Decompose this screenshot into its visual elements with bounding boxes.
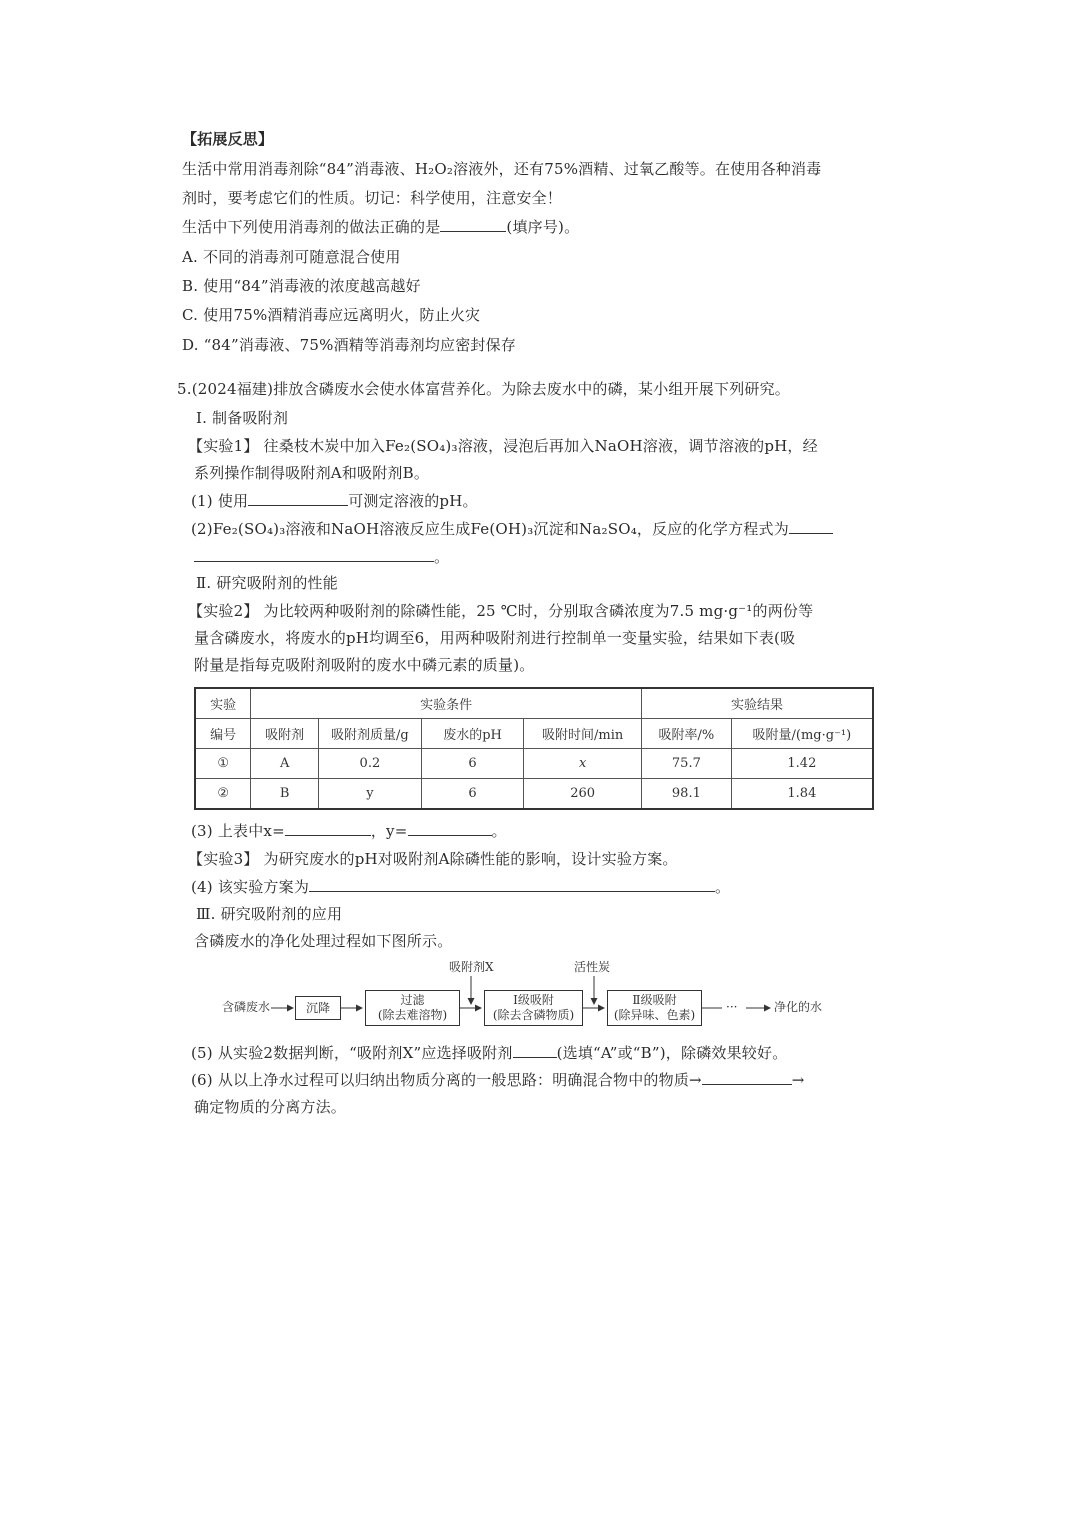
cell-id: ① [195, 749, 251, 779]
flow-step-filtration-label: 过滤 [400, 993, 425, 1007]
flow-ellipsis: ··· [726, 1000, 738, 1014]
experiment-2-line3: 附量是指每克吸附剂吸附的废水中磷元素的质量)。 [194, 656, 535, 674]
cell-ph: 6 [421, 749, 524, 779]
question-4-blank[interactable] [309, 877, 715, 892]
section-1-title: Ⅰ. 制备吸附剂 [196, 409, 289, 427]
header-adsorbent: 吸附剂 [251, 719, 319, 749]
question-3-text: (3) 上表中x= [191, 822, 285, 840]
reflection-paragraph-line1: 生活中常用消毒剂除“84”消毒液、H₂O₂溶液外，还有75%酒精、过氧乙酸等。在使用各种消毒 [182, 160, 822, 178]
flow-step-filtration [365, 990, 460, 1026]
question-6-blank[interactable] [702, 1070, 792, 1085]
flow-step-second-adsorption-label: Ⅱ级吸附 [632, 993, 677, 1007]
cell-mass: 0.2 [319, 749, 422, 779]
question-2-end: 。 [434, 548, 450, 566]
experiment-2-line2: 量含磷废水，将废水的pH均调至6，用两种吸附剂进行控制单一变量实验，结果如下表(吸 [194, 629, 796, 647]
reflection-question-suffix: (填序号)。 [506, 218, 580, 236]
question-1-blank[interactable] [248, 491, 348, 506]
question-3 [191, 820, 507, 842]
flow-additive-activated-carbon: 活性炭 [574, 960, 611, 974]
header-time: 吸附时间/min [524, 719, 642, 749]
question-3-blank-x[interactable] [285, 821, 371, 836]
flow-step-first-adsorption-label: Ⅰ级吸附 [513, 993, 554, 1007]
question-1-suffix: 可测定溶液的pH。 [348, 492, 478, 510]
question-2-blank-a[interactable] [789, 519, 833, 534]
option-c: C. 使用75%酒精消毒应远离明火，防止火灾 [182, 306, 481, 324]
option-d: D. “84”消毒液、75%酒精等消毒剂均应密封保存 [182, 336, 516, 354]
question-4 [191, 876, 730, 898]
cell-time: 260 [524, 779, 642, 810]
flow-intro: 含磷废水的净化处理过程如下图所示。 [194, 932, 453, 950]
table-row [195, 779, 873, 810]
question-2-continuation [194, 546, 449, 568]
experiment-1-line2: 系列操作制得吸附剂A和吸附剂B。 [194, 464, 430, 482]
flow-step-second-adsorption [607, 990, 702, 1026]
flow-input-label: 含磷废水 [222, 1000, 271, 1014]
flow-step-filtration-note: (除去难溶物) [377, 1008, 448, 1022]
section-3-title: Ⅲ. 研究吸附剂的应用 [196, 905, 343, 923]
header-experiment-id-1: 实验 [195, 688, 251, 719]
question-2-text: (2)Fe₂(SO₄)₃溶液和NaOH溶液反应生成Fe(OH)₃沉淀和Na₂SO₄，反应的化学方程式为 [191, 520, 789, 538]
experiment-3: 【实验3】 为研究废水的pH对吸附剂A除磷性能的影响，设计实验方案。 [188, 850, 678, 868]
flow-step-first-adsorption-note: (除去含磷物质) [492, 1008, 575, 1022]
option-a: A. 不同的消毒剂可随意混合使用 [182, 248, 401, 266]
section-2-title: Ⅱ. 研究吸附剂的性能 [196, 574, 338, 592]
question-2-blank-b[interactable] [194, 547, 434, 562]
cell-rate: 98.1 [642, 779, 732, 810]
cell-adsorbent: A [251, 749, 319, 779]
q5-intro: 5.(2024福建)排放含磷废水会使水体富营养化。为除去废水中的磷，某小组开展下列研究。 [177, 380, 790, 398]
question-5-blank[interactable] [513, 1043, 557, 1058]
question-3-mid: ，y= [370, 822, 408, 840]
header-amount: 吸附量/(mg·g⁻¹) [731, 719, 873, 749]
header-ph: 废水的pH [421, 719, 524, 749]
question-6-continuation: 确定物质的分离方法。 [194, 1098, 347, 1116]
question-5 [191, 1042, 787, 1064]
reflection-paragraph-line2: 剂时，要考虑它们的性质。切记：科学使用，注意安全！ [182, 189, 563, 207]
question-3-end: 。 [491, 822, 507, 840]
cell-ph: 6 [421, 779, 524, 810]
flow-step-second-adsorption-note: (除异味、色素) [613, 1008, 696, 1022]
cell-mass: y [319, 779, 422, 810]
cell-amount: 1.42 [731, 749, 873, 779]
cell-id: ② [195, 779, 251, 810]
header-conditions: 实验条件 [251, 688, 642, 719]
cell-rate: 75.7 [642, 749, 732, 779]
question-6-arrow: → [791, 1071, 805, 1089]
question-1-text: (1) 使用 [191, 492, 249, 510]
question-5-text: (5) 从实验2数据判断，“吸附剂X”应选择吸附剂 [191, 1044, 513, 1062]
question-4-end: 。 [715, 878, 731, 896]
table-row [195, 749, 873, 779]
flow-output-label: 净化的水 [774, 1000, 823, 1014]
question-5-suffix: (选填“A”或“B”)，除磷效果较好。 [556, 1044, 788, 1062]
question-1 [191, 490, 478, 512]
experiment-1-line1: 【实验1】 往桑枝木炭中加入Fe₂(SO₄)₃溶液，浸泡后再加入NaOH溶液，调节溶液的pH，经 [188, 437, 818, 455]
question-2 [191, 518, 833, 540]
question-6 [191, 1069, 805, 1091]
cell-time: x [524, 749, 642, 779]
question-6-text: (6) 从以上净水过程可以归纳出物质分离的一般思路：明确混合物中的物质→ [191, 1071, 702, 1089]
cell-amount: 1.84 [731, 779, 873, 810]
flow-step-sedimentation-label: 沉降 [305, 1001, 330, 1015]
experiment-2-line1: 【实验2】 为比较两种吸附剂的除磷性能，25 ℃时，分别取含磷浓度为7.5 mg·g⁻¹的两份等 [188, 602, 814, 620]
reflection-question [182, 216, 579, 238]
reflection-heading: 【拓展反思】 [182, 130, 274, 148]
reflection-question-text: 生活中下列使用消毒剂的做法正确的是 [182, 218, 441, 236]
reflection-answer-blank[interactable] [440, 217, 506, 232]
cell-adsorbent: B [251, 779, 319, 810]
question-4-text: (4) 该实验方案为 [191, 878, 310, 896]
flow-step-first-adsorption [484, 990, 583, 1026]
option-b: B. 使用“84”消毒液的浓度越高越好 [182, 277, 421, 295]
flow-additive-adsorbent-x: 吸附剂X [449, 960, 494, 974]
flow-step-sedimentation [295, 996, 341, 1020]
header-results: 实验结果 [642, 688, 873, 719]
header-mass: 吸附剂质量/g [319, 719, 422, 749]
question-3-blank-y[interactable] [408, 821, 492, 836]
results-table [194, 687, 874, 810]
header-experiment-id-2: 编号 [195, 719, 251, 749]
header-rate: 吸附率/% [642, 719, 732, 749]
